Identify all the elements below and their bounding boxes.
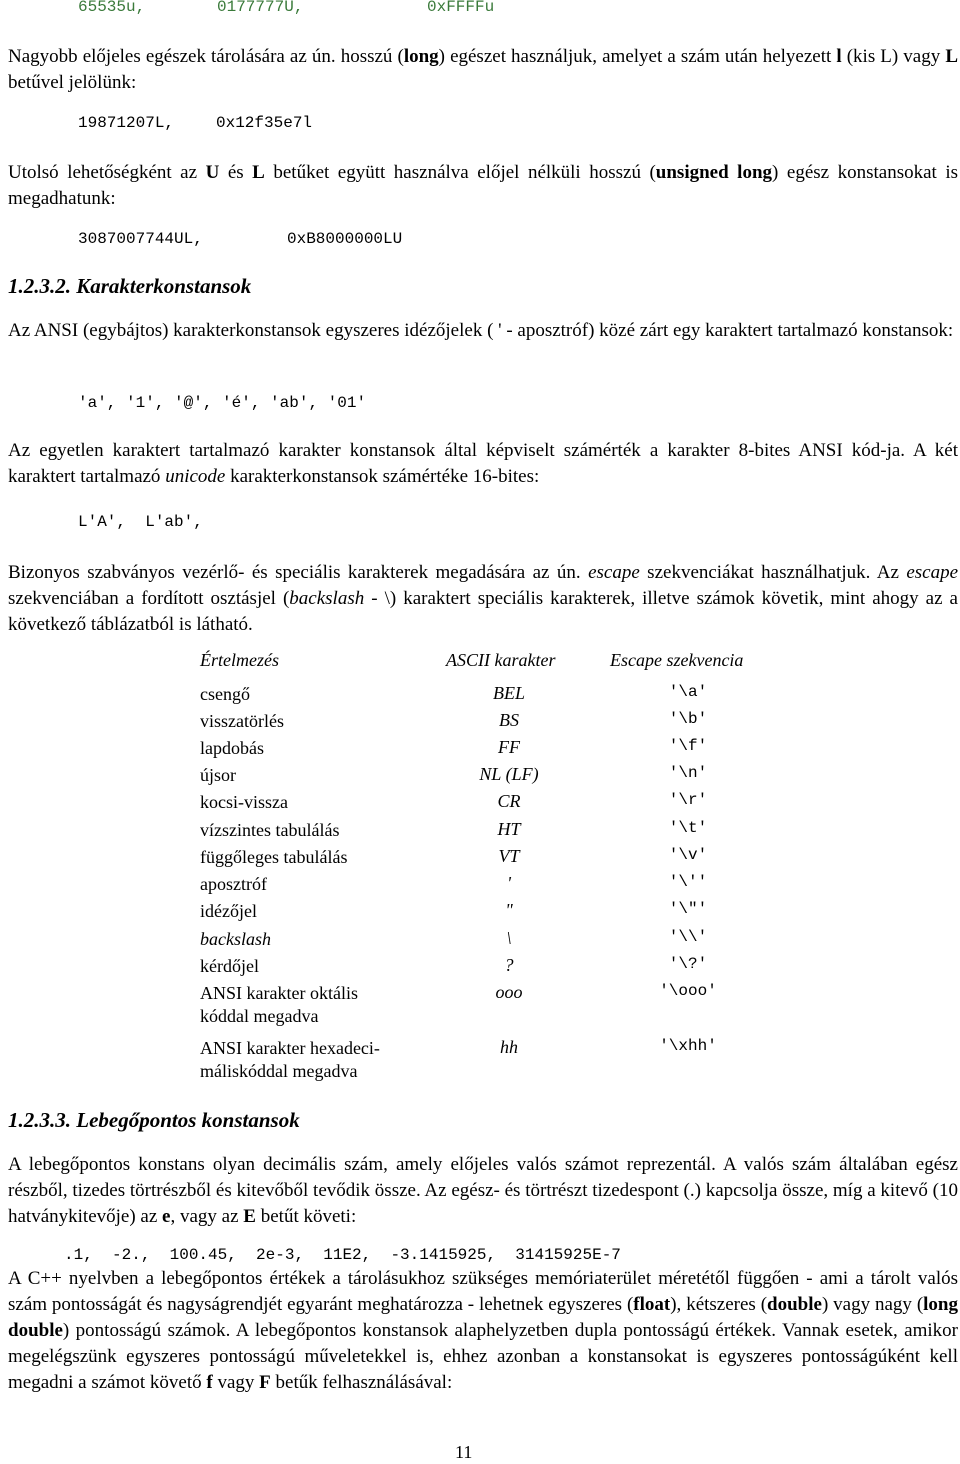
table-cell-escape: '\t' <box>668 819 708 837</box>
table-cell-meaning: függőleges tabulálás <box>200 847 348 867</box>
table-cell-escape: '\?' <box>668 955 708 973</box>
code-unsigned-example-1: 65535u, <box>78 0 146 16</box>
table-cell-escape: '\a' <box>668 683 708 701</box>
code-unsigned-long-example-1: 3087007744UL, <box>78 230 203 248</box>
table-cell-meaning: vízszintes tabulálás <box>200 820 340 840</box>
paragraph-ansi-characters: Az ANSI (egybájtos) karakterkonstansok egyszeres idézőjelek ( ' - aposztróf) közé zárt egy karaktert tartalmazó konstansok: <box>8 320 954 341</box>
table-header-ascii: ASCII karakter <box>446 650 556 670</box>
heading-floating-point-constants: 1.2.3.3. Lebegőpontos konstansok <box>8 1108 300 1132</box>
code-long-example-1: 19871207L, <box>78 114 175 132</box>
table-cell-meaning: újsor <box>200 765 236 785</box>
table-cell-escape: '\b' <box>668 710 708 728</box>
table-cell-meaning: aposztróf <box>200 874 267 894</box>
table-cell-meaning: visszatörlés <box>200 711 284 731</box>
table-cell-meaning: ANSI karakter hexadeci-máliskóddal megadva <box>200 1038 380 1081</box>
table-cell-ascii: ? <box>504 955 514 975</box>
table-cell-meaning: idézőjel <box>200 901 257 921</box>
code-unicode-examples: L'A', L'ab', <box>78 513 203 531</box>
table-header-escape: Escape szekvencia <box>610 650 744 670</box>
code-unsigned-long-example-2: 0xB8000000LU <box>287 230 403 248</box>
table-cell-ascii: VT <box>498 846 520 866</box>
code-long-example-2: 0x12f35e7l <box>216 114 313 132</box>
table-cell-escape: '\\' <box>668 928 708 946</box>
paragraph-character-value: Az egyetlen karaktert tartalmazó karakter konstansok által képviselt számérték a karakter 8-bites ANSI kód-ja. A két karaktert tartalmazó unicode karakterkonstansok számértéke 16-bites: <box>8 440 958 487</box>
paragraph-unsigned-long: Utolsó lehetőségként az U és L betűket együtt használva előjel nélküli hosszú (unsigned long) egész konstansokat is megadhatunk: <box>8 162 958 209</box>
paragraph-float-precision: A C++ nyelvben a lebegőpontos értékek a tárolásukhoz szükséges memóriaterület méretétől függően - ami a tárolt valós szám pontosságát és nagyságrendjét egyaránt meghatározza - lehetnek egyszeres (float), kétszeres (double) vagy nagy (long double) pontosságú számok. A lebegőpontos konstansok alaphelyzetben dupla pontosságú értékek. Vannak esetek, amikor megelégszünk egyszeres pontosságú műveletekkel is, ehhez azonban a konstansokat is egyszeres pontosságúként kell megadni a számot követő f vagy F betűk felhasználásával: <box>8 1268 959 1393</box>
code-float-examples: .1, -2., 100.45, 2e-3, 11E2, -3.1415925, 31415925E-7 <box>64 1246 621 1264</box>
paragraph-escape-sequences: Bizonyos szabványos vezérlő- és speciális karakterek megadására az ún. escape szekvenciákat használhatjuk. Az escape szekvenciában a fordított osztásjel (backslash - \) karaktert speciális karakterek, illetve számok követik, mint ahogy az a következő táblázatból is látható. <box>8 562 959 635</box>
table-cell-ascii: FF <box>498 737 520 757</box>
table-cell-escape: '\ooo' <box>659 982 717 1000</box>
paragraph-floating-point: A lebegőpontos konstans olyan decimális szám, amely előjeles valós számot reprezentál. A valós szám általában egész részből, tizedes törtrészből és kitevőből tevődik össze. Az egész- és törtrészt tizedespont (.) kapcsolja össze, míg a kitevő (10 hatványkitevője) az e, vagy az E betűt követi: <box>8 1154 958 1227</box>
table-cell-meaning: lapdobás <box>200 738 264 758</box>
table-cell-ascii: " <box>505 900 513 920</box>
table-cell-meaning: ANSI karakter oktális kóddal megadva <box>200 983 358 1026</box>
table-cell-ascii: HT <box>497 819 521 839</box>
table-cell-ascii: CR <box>497 791 521 811</box>
table-cell-escape: '\n' <box>668 764 708 782</box>
paragraph-long-integers: Nagyobb előjeles egészek tárolására az ún. hosszú (long) egészet használjuk, amelyet a szám után helyezett l (kis L) vagy L betűvel jelölünk: <box>8 46 958 93</box>
table-cell-escape: '\"' <box>668 900 708 918</box>
heading-character-constants: 1.2.3.2. Karakterkonstansok <box>8 274 252 298</box>
table-cell-ascii: NL (LF) <box>479 764 539 784</box>
code-unsigned-example-3: 0xFFFFu <box>427 0 495 16</box>
table-cell-ascii: BEL <box>492 683 525 703</box>
code-character-examples: 'a', '1', '@', 'é', 'ab', '01' <box>78 394 367 412</box>
table-cell-escape: '\'' <box>668 873 708 891</box>
table-cell-ascii: hh <box>500 1037 518 1057</box>
table-cell-meaning: kérdőjel <box>200 956 259 976</box>
table-cell-meaning: kocsi-vissza <box>200 792 288 812</box>
table-cell-escape: '\f' <box>668 737 708 755</box>
table-cell-escape: '\v' <box>668 846 708 864</box>
table-cell-ascii: \ <box>506 928 512 948</box>
table-header-meaning: Értelmezés <box>200 650 279 670</box>
table-cell-meaning: backslash <box>200 929 271 949</box>
code-unsigned-example-2: 0177777U, <box>217 0 304 16</box>
table-cell-ascii: ooo <box>495 982 523 1002</box>
table-cell-ascii: BS <box>499 710 519 730</box>
table-cell-ascii: ' <box>507 873 511 893</box>
table-cell-escape: '\xhh' <box>659 1037 717 1055</box>
page-number: 11 <box>455 1442 473 1462</box>
table-cell-meaning: csengő <box>200 684 250 704</box>
table-cell-escape: '\r' <box>668 791 708 809</box>
